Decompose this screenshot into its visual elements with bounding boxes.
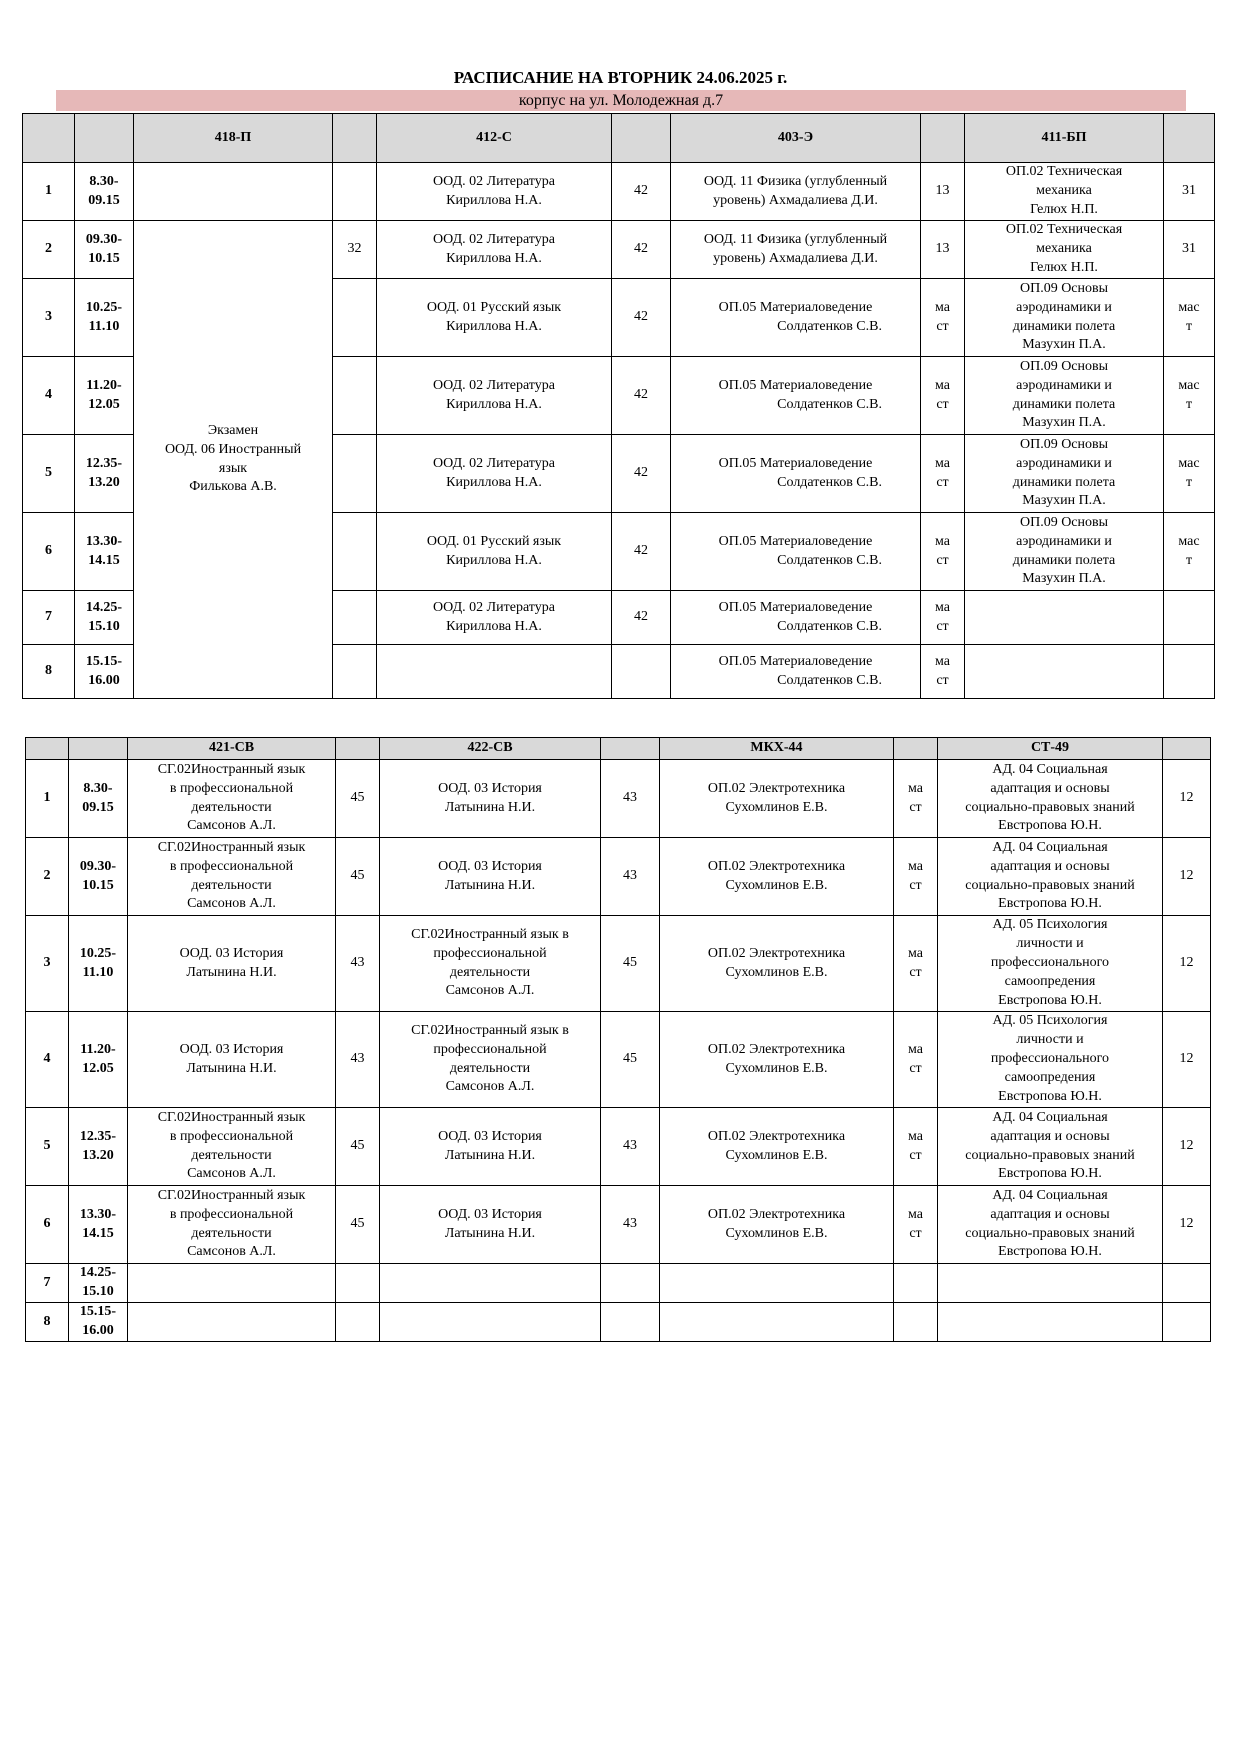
lesson-teacher: Солдатенков С.В. [777,474,882,490]
lesson-time: 15.15- 16.00 [69,1303,128,1342]
page-subtitle: корпус на ул. Молодежная д.7 [56,90,1186,111]
lesson-cell: ООД. 02 Литература Кириллова Н.А. [377,221,612,279]
header-cell-time [69,738,128,760]
room-cell: ма ст [894,760,938,838]
room-cell: 42 [612,221,671,279]
lesson-cell [128,1264,336,1303]
lesson-number: 7 [26,1264,69,1303]
room-cell: 12 [1163,1012,1211,1108]
header-cell-room [336,738,380,760]
room-cell [1164,645,1215,699]
lesson-cell: ОП.02 Техническая механика Гелюх Н.П. [965,221,1164,279]
lesson-cell: ОП.02 Электротехника Сухомлинов Е.В. [660,1108,894,1186]
lesson-cell [671,279,921,357]
room-cell: ма ст [921,591,965,645]
room-cell: 13 [921,221,965,279]
lesson-time: 15.15- 16.00 [75,645,134,699]
schedule-table-2 [25,737,1211,1342]
lesson-time: 09.30- 10.15 [75,221,134,279]
lesson-subject: ОП.05 Материаловедение [718,455,873,471]
lesson-cell: ООД. 11 Физика (углубленный уровень) Ахмадалиева Д.И. [671,221,921,279]
lesson-time: 10.25- 11.10 [69,916,128,1012]
lesson-subject: ОП.05 Материаловедение [718,653,873,669]
header-cell-room [601,738,660,760]
room-cell: мас т [1164,357,1215,435]
lesson-cell [671,435,921,513]
room-cell: 45 [336,838,380,916]
lesson-subject: ОП.05 Материаловедение [718,533,873,549]
room-cell: ма ст [921,645,965,699]
lesson-cell: ОП.09 Основы аэродинамики и динамики полета Мазухин П.А. [965,435,1164,513]
schedule-table-1 [22,113,1215,699]
lesson-cell: ООД. 02 Литература Кириллова Н.А. [377,357,612,435]
lesson-time: 13.30- 14.15 [69,1186,128,1264]
group-header: 421-СВ [128,738,336,760]
lesson-time: 8.30- 09.15 [69,760,128,838]
room-cell: 43 [601,1108,660,1186]
room-cell: 12 [1163,916,1211,1012]
table-row [26,1303,1211,1342]
lesson-cell: ООД. 03 История Латынина Н.И. [380,760,601,838]
room-cell [333,279,377,357]
room-cell [333,357,377,435]
lesson-cell: АД. 05 Психология личности и профессионального самоопредения Евстропова Ю.Н. [938,916,1163,1012]
table-row [26,838,1211,916]
group-header: 418-П [134,114,333,163]
room-cell: ма ст [921,357,965,435]
lesson-cell: СГ.02Иностранный язык в профессиональной деятельности Самсонов А.Л. [128,1108,336,1186]
lesson-number: 7 [23,591,75,645]
lesson-number: 4 [23,357,75,435]
lesson-time: 11.20- 12.05 [75,357,134,435]
lesson-cell [380,1303,601,1342]
lesson-number: 8 [23,645,75,699]
room-cell [601,1303,660,1342]
lesson-number: 5 [26,1108,69,1186]
header-cell-time [75,114,134,163]
lesson-cell [660,1264,894,1303]
lesson-cell [938,1264,1163,1303]
lesson-subject: ОП.05 Материаловедение [718,599,873,615]
table-header-row [26,738,1211,760]
lesson-number: 5 [23,435,75,513]
table-header-row [23,114,1215,163]
group-header: 411-БП [965,114,1164,163]
lesson-cell [938,1303,1163,1342]
lesson-time: 12.35- 13.20 [69,1108,128,1186]
room-cell: 42 [612,591,671,645]
lesson-cell: ООД. 03 История Латынина Н.И. [380,1108,601,1186]
room-cell: мас т [1164,435,1215,513]
header-cell-room [612,114,671,163]
header-cell-number [26,738,69,760]
lesson-cell: ОП.02 Электротехника Сухомлинов Е.В. [660,1186,894,1264]
lesson-cell: ОП.09 Основы аэродинамики и динамики полета Мазухин П.А. [965,357,1164,435]
room-cell: 45 [336,1108,380,1186]
lesson-number: 8 [26,1303,69,1342]
room-cell [1164,591,1215,645]
room-cell: ма ст [921,435,965,513]
lesson-cell: АД. 04 Социальная адаптация и основы социально-правовых знаний Евстропова Ю.Н. [938,838,1163,916]
lesson-time: 10.25- 11.10 [75,279,134,357]
room-cell: 31 [1164,221,1215,279]
room-cell [333,435,377,513]
lesson-cell: ОП.02 Электротехника Сухомлинов Е.В. [660,838,894,916]
room-cell: мас т [1164,513,1215,591]
lesson-cell: ООД. 03 История Латынина Н.И. [380,838,601,916]
room-cell: 42 [612,357,671,435]
lesson-cell: АД. 04 Социальная адаптация и основы социально-правовых знаний Евстропова Ю.Н. [938,760,1163,838]
lesson-cell: ООД. 01 Русский язык Кириллова Н.А. [377,513,612,591]
lesson-time: 14.25- 15.10 [69,1264,128,1303]
room-cell [894,1303,938,1342]
lesson-cell: ООД. 02 Литература Кириллова Н.А. [377,591,612,645]
lesson-cell: ООД. 03 История Латынина Н.И. [380,1186,601,1264]
lesson-cell: ООД. 11 Физика (углубленный уровень) Ахмадалиева Д.И. [671,163,921,221]
room-cell: 42 [612,513,671,591]
room-cell [601,1264,660,1303]
room-cell [336,1264,380,1303]
lesson-cell: СГ.02Иностранный язык в профессиональной деятельности Самсонов А.Л. [128,760,336,838]
room-cell: 45 [336,760,380,838]
group-header: 422-СВ [380,738,601,760]
room-cell: 12 [1163,1108,1211,1186]
room-cell: ма ст [894,838,938,916]
lesson-cell: ОП.02 Электротехника Сухомлинов Е.В. [660,1012,894,1108]
lesson-number: 6 [23,513,75,591]
lesson-cell [671,513,921,591]
room-cell: ма ст [921,513,965,591]
lesson-number: 3 [23,279,75,357]
room-cell: ма ст [894,1012,938,1108]
lesson-cell: ООД. 02 Литература Кириллова Н.А. [377,435,612,513]
room-cell: 42 [612,163,671,221]
room-cell: 32 [333,221,377,279]
room-cell: ма ст [921,279,965,357]
lesson-cell: АД. 04 Социальная адаптация и основы социально-правовых знаний Евстропова Ю.Н. [938,1186,1163,1264]
lesson-teacher: Солдатенков С.В. [777,552,882,568]
table-row [26,916,1211,1012]
lesson-time: 12.35- 13.20 [75,435,134,513]
room-cell [333,591,377,645]
room-cell [1163,1303,1211,1342]
lesson-time: 11.20- 12.05 [69,1012,128,1108]
room-cell: 43 [336,1012,380,1108]
lesson-cell: ОП.02 Электротехника Сухомлинов Е.В. [660,916,894,1012]
room-cell: 12 [1163,838,1211,916]
room-cell: мас т [1164,279,1215,357]
lesson-cell [965,591,1164,645]
room-cell [894,1264,938,1303]
room-cell [336,1303,380,1342]
lesson-time: 09.30- 10.15 [69,838,128,916]
lesson-number: 1 [23,163,75,221]
header-cell-room [1163,738,1211,760]
lesson-number: 4 [26,1012,69,1108]
lesson-cell: СГ.02Иностранный язык в профессиональной деятельности Самсонов А.Л. [380,916,601,1012]
room-cell [333,513,377,591]
room-cell: 12 [1163,760,1211,838]
header-cell-room [921,114,965,163]
lesson-teacher: Солдатенков С.В. [777,318,882,334]
table-row [26,1012,1211,1108]
lesson-time: 8.30- 09.15 [75,163,134,221]
exam-cell: Экзамен ООД. 06 Иностранный язык Филькова А.В. [134,221,333,699]
lesson-number: 2 [23,221,75,279]
lesson-cell: ООД. 03 История Латынина Н.И. [128,916,336,1012]
lesson-cell: ООД. 02 Литература Кириллова Н.А. [377,163,612,221]
lesson-cell: АД. 04 Социальная адаптация и основы социально-правовых знаний Евстропова Ю.Н. [938,1108,1163,1186]
header-cell-room [894,738,938,760]
table-row [26,1264,1211,1303]
page-title: РАСПИСАНИЕ НА ВТОРНИК 24.06.2025 г. [453,68,788,87]
room-cell: 43 [336,916,380,1012]
header-cell-number [23,114,75,163]
lesson-cell: СГ.02Иностранный язык в профессиональной деятельности Самсонов А.Л. [380,1012,601,1108]
room-cell: 43 [601,760,660,838]
lesson-cell [965,645,1164,699]
header-cell-room [1164,114,1215,163]
lesson-teacher: Солдатенков С.В. [777,672,882,688]
room-cell: 42 [612,279,671,357]
room-cell: 45 [601,916,660,1012]
lesson-number: 1 [26,760,69,838]
lesson-cell [128,1303,336,1342]
lesson-cell: СГ.02Иностранный язык в профессиональной деятельности Самсонов А.Л. [128,838,336,916]
room-cell: 13 [921,163,965,221]
lesson-subject: ОП.05 Материаловедение [718,377,873,393]
lesson-cell [377,645,612,699]
header-cell-room [333,114,377,163]
lesson-cell: ООД. 01 Русский язык Кириллова Н.А. [377,279,612,357]
group-header: СТ-49 [938,738,1163,760]
lesson-cell [671,357,921,435]
table-row [26,1186,1211,1264]
room-cell: ма ст [894,1186,938,1264]
room-cell: 42 [612,435,671,513]
group-header: 403-Э [671,114,921,163]
table-row [23,221,1215,279]
lesson-cell: ОП.02 Техническая механика Гелюх Н.П. [965,163,1164,221]
room-cell: 45 [601,1012,660,1108]
lesson-subject: ОП.05 Материаловедение [718,299,873,315]
lesson-cell: ОП.09 Основы аэродинамики и динамики полета Мазухин П.А. [965,513,1164,591]
group-header: МКХ-44 [660,738,894,760]
group-header: 412-С [377,114,612,163]
room-cell: 12 [1163,1186,1211,1264]
table-row [26,760,1211,838]
table-row [26,1108,1211,1186]
lesson-cell: ООД. 03 История Латынина Н.И. [128,1012,336,1108]
room-cell: 43 [601,1186,660,1264]
lesson-cell: ОП.02 Электротехника Сухомлинов Е.В. [660,760,894,838]
lesson-cell [134,163,333,221]
lesson-cell [660,1303,894,1342]
lesson-cell: ОП.09 Основы аэродинамики и динамики полета Мазухин П.А. [965,279,1164,357]
lesson-cell [671,645,921,699]
lesson-time: 13.30- 14.15 [75,513,134,591]
lesson-cell [671,591,921,645]
lesson-number: 3 [26,916,69,1012]
lesson-teacher: Солдатенков С.В. [777,396,882,412]
lesson-cell: АД. 05 Психология личности и профессионального самоопредения Евстропова Ю.Н. [938,1012,1163,1108]
lesson-number: 2 [26,838,69,916]
room-cell: 45 [336,1186,380,1264]
room-cell [1163,1264,1211,1303]
table-row [23,163,1215,221]
room-cell [612,645,671,699]
room-cell: ма ст [894,1108,938,1186]
lesson-teacher: Солдатенков С.В. [777,618,882,634]
room-cell: 31 [1164,163,1215,221]
room-cell: ма ст [894,916,938,1012]
lesson-cell [380,1264,601,1303]
room-cell [333,645,377,699]
room-cell: 43 [601,838,660,916]
lesson-number: 6 [26,1186,69,1264]
lesson-cell: СГ.02Иностранный язык в профессиональной деятельности Самсонов А.Л. [128,1186,336,1264]
lesson-time: 14.25- 15.10 [75,591,134,645]
room-cell [333,163,377,221]
